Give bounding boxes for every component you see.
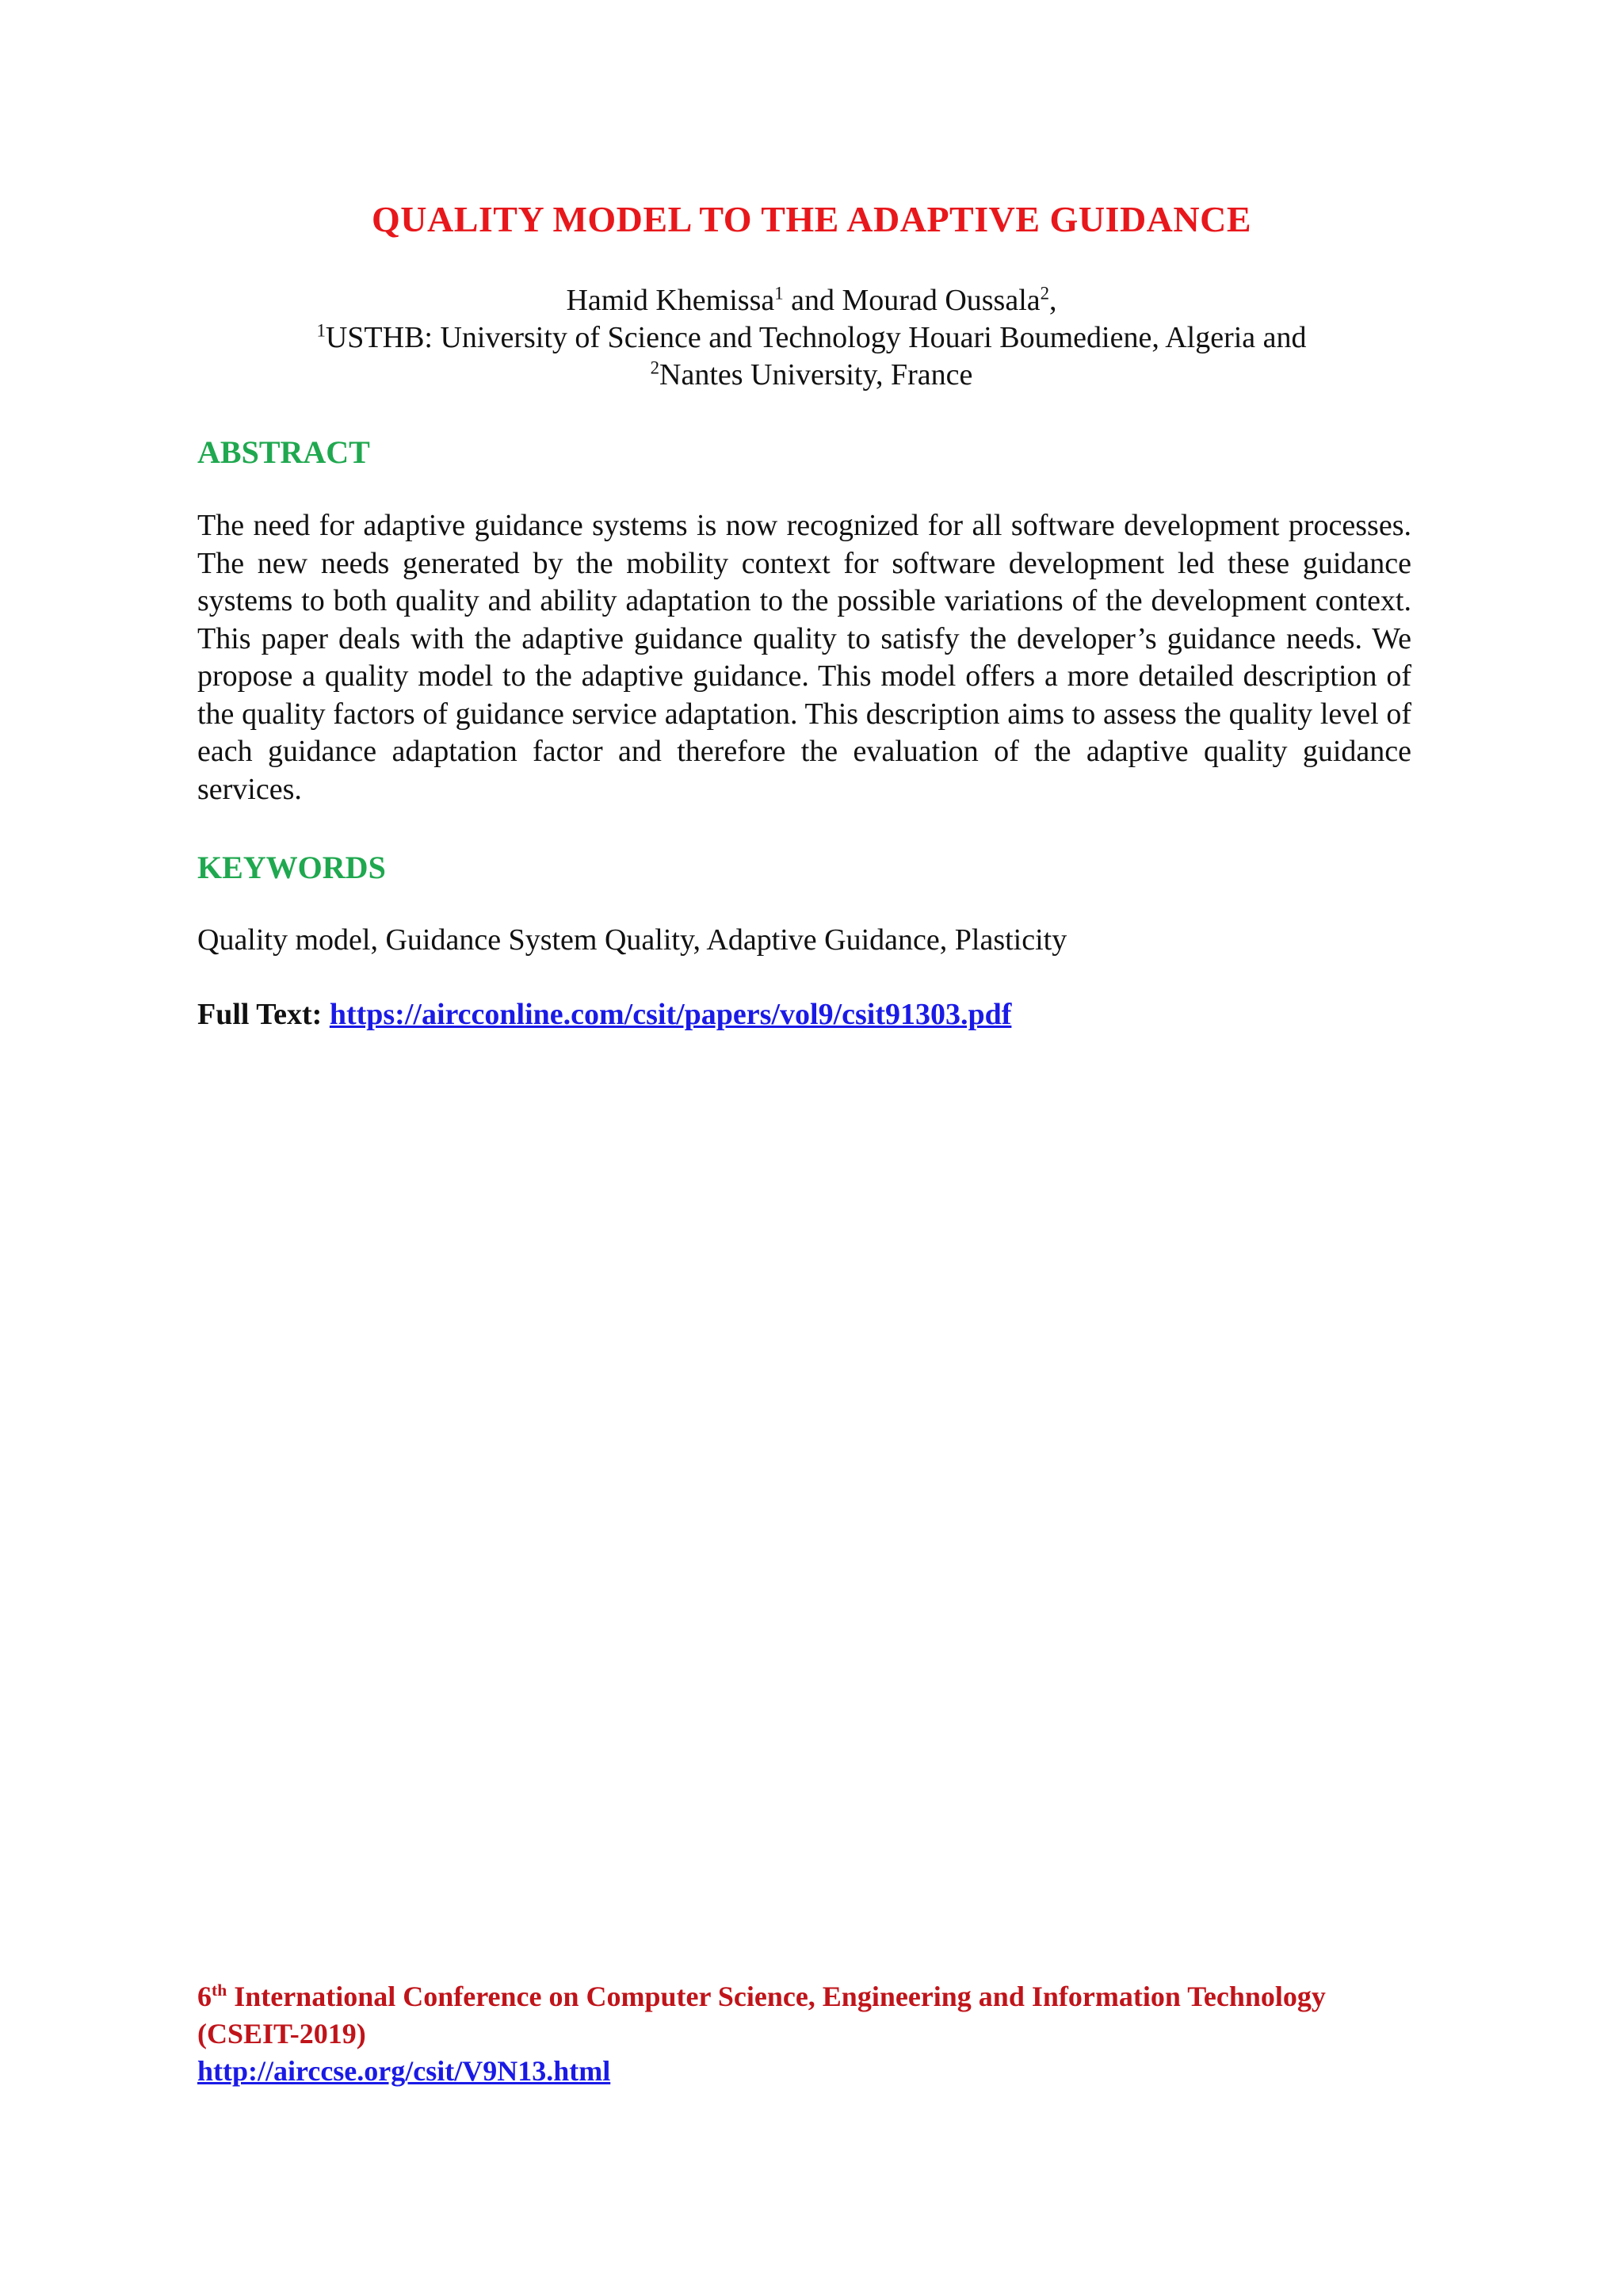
affiliation-2-mark: 2	[650, 357, 660, 378]
conference-link[interactable]: http://airccse.org/csit/V9N13.html	[197, 2055, 611, 2087]
conference-ordinal: 6	[197, 1981, 212, 2012]
keywords-body: Quality model, Guidance System Quality, Adaptive Guidance, Plasticity	[197, 923, 1067, 957]
full-text-label: Full Text:	[197, 998, 323, 1031]
author-connector: and	[783, 284, 842, 317]
author-trailing-comma: ,	[1049, 284, 1057, 317]
author-line	[0, 282, 1623, 319]
keywords-heading: KEYWORDS	[197, 850, 386, 885]
affiliation-1-mark: 1	[316, 320, 326, 341]
paper-title: QUALITY MODEL TO THE ADAPTIVE GUIDANCE	[371, 199, 1252, 239]
affiliation-2: Nantes University, France	[659, 358, 973, 392]
author-name-2: Mourad Oussala	[842, 284, 1041, 317]
full-text-line	[197, 997, 1011, 1032]
conference-ordinal-suffix: th	[212, 1981, 227, 2000]
author-block	[0, 282, 1623, 394]
conference-footer	[197, 1978, 1434, 2090]
affiliation-line-1	[0, 319, 1623, 357]
affiliation-1: USTHB: University of Science and Technology Houari Boumediene, Algeria and	[325, 321, 1307, 354]
abstract-heading: ABSTRACT	[197, 434, 370, 470]
abstract-body: The need for adaptive guidance systems is now recognized for all software development processes. The new needs generated by the mobility context for software development led these guidance systems to both quality and ability adaptation to the possible variations of the development context. This paper deals with the adaptive guidance quality to satisfy the developer’s guidance needs. We propose a quality model to the adaptive guidance. This model offers a more detailed description of the quality factors of guidance service adaptation. This description aims to assess the quality level of each guidance adaptation factor and therefore the evaluation of the adaptive quality guidance services.	[197, 509, 1411, 806]
full-text-link[interactable]: https://aircconline.com/csit/papers/vol9/csit91303.pdf	[329, 998, 1012, 1031]
conference-name	[197, 1978, 1434, 2053]
author-2-affiliation-mark: 2	[1040, 283, 1050, 304]
author-name-1: Hamid Khemissa	[566, 284, 775, 317]
affiliation-line-2	[0, 357, 1623, 394]
author-1-affiliation-mark: 1	[774, 283, 784, 304]
conference-title: International Conference on Computer Science, Engineering and Information Technology (CSEIT-2019)	[197, 1981, 1326, 2050]
